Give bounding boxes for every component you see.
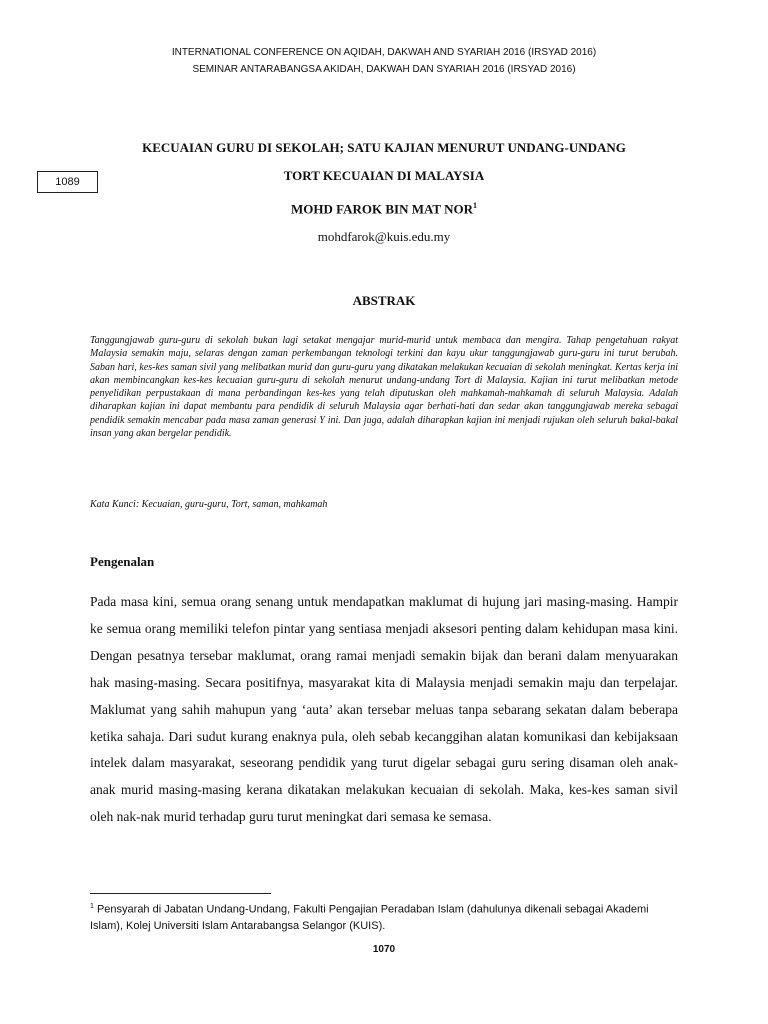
abstract-text: Tanggungjawab guru-guru di sekolah bukan lagi setakat mengajar murid-murid untuk membaca dan mengira. Tahap pengetahuan rakyat Malaysia semakin maju, selaras dengan zaman perkembangan teknologi terkini dan kayu ukur tanggungjawab guru-guru ini turut berubah. Saban hari, kes-kes saman sivil yang melibatkan murid dan guru-guru yang dikatakan melakukan kecuaian di sekolah meningkat. Kertas kerja ini akan membincangkan kes-kes kecuaian guru-guru di sekolah menurut undang-undang Tort di Malaysia. Kajian ini turut melibatkan metode penyelidikan perpustakaan di mana perbandingan kes-kes yang telah diputuskan oleh mahkamah-mahkamah di seluruh Malaysia. Adalah diharapkan kajian ini dapat membantu para pendidik di seluruh Malaysia agar berhati-hati dan sedar akan tanggungjawab mereka sebagai pendidik semakin mencabar pada masa zaman generasi Y ini. Dan juga, adalah diharapkan kajian ini menjadi rujukan oleh seluruh bakal-bakal insan yang akan bergelar pendidik. — [90, 335, 678, 440]
keywords: Kata Kunci: Kecuaian, guru-guru, Tort, saman, mahkamah — [90, 499, 328, 510]
paper-title-line2: TORT KECUAIAN DI MALAYSIA — [283, 168, 485, 183]
page-number: 1070 — [372, 944, 396, 955]
footnote-text: Pensyarah di Jabatan Undang-Undang, Fakulti Pengajian Peradaban Islam (dahulunya dikenali sebagai Akademi Islam), Kolej Universiti Islam Antarabangsa Selangor (KUIS). — [90, 903, 649, 932]
footnote-divider — [90, 893, 271, 894]
footnote — [90, 899, 680, 934]
paper-id-box: 1089 — [37, 171, 98, 193]
author-email: mohdfarok@kuis.edu.my — [317, 229, 451, 244]
conference-header — [0, 44, 768, 78]
conference-header-line1: INTERNATIONAL CONFERENCE ON AQIDAH, DAKWAH AND SYARIAH 2016 (IRSYAD 2016) — [171, 47, 597, 58]
section-heading-introduction: Pengenalan — [90, 554, 155, 569]
paper-title-line1: KECUAIAN GURU DI SEKOLAH; SATU KAJIAN MENURUT UNDANG-UNDANG — [142, 140, 626, 155]
paper-title — [0, 134, 768, 190]
author-name — [0, 201, 768, 217]
introduction-text: Pada masa kini, semua orang senang untuk mendapatkan maklumat di hujung jari masing-masing. Hampir ke semua orang memiliki telefon pintar yang sentiasa menjadi aksesori penting dalam kehidupan masa kini. Dengan pesatnya tersebar maklumat, orang ramai menjadi semakin bijak dan berani dalam menyuarakan hak masing-masing. Secara positifnya, masyarakat kita di Malaysia menjadi semakin maju dan terpelajar. Maklumat yang sahih mahupun yang ‘auta’ akan tersebar meluas tanpa sebarang sekatan dalam beberapa ketika sahaja. Dari sudut kurang enaknya pula, oleh sebab kecanggihan alatan komunikasi dan kebijaksaan intelek dalam masyarakat, seseorang pendidik yang turut digelar sebagai guru sering disaman oleh anak-anak murid masing-masing kerana dikatakan melakukan kecuaian di sekolah. Maka, kes-kes saman sivil oleh nak-nak murid terhadap guru turut meningkat dari semasa ke semasa. — [90, 594, 678, 825]
author-footnote-mark: 1 — [473, 201, 477, 210]
conference-header-line2: SEMINAR ANTARABANGSA AKIDAH, DAKWAH DAN SYARIAH 2016 (IRSYAD 2016) — [192, 64, 576, 75]
author-name-text: MOHD FAROK BIN MAT NOR — [291, 201, 473, 217]
footnote-mark: 1 — [90, 903, 94, 910]
abstract-heading: ABSTRAK — [352, 293, 416, 308]
